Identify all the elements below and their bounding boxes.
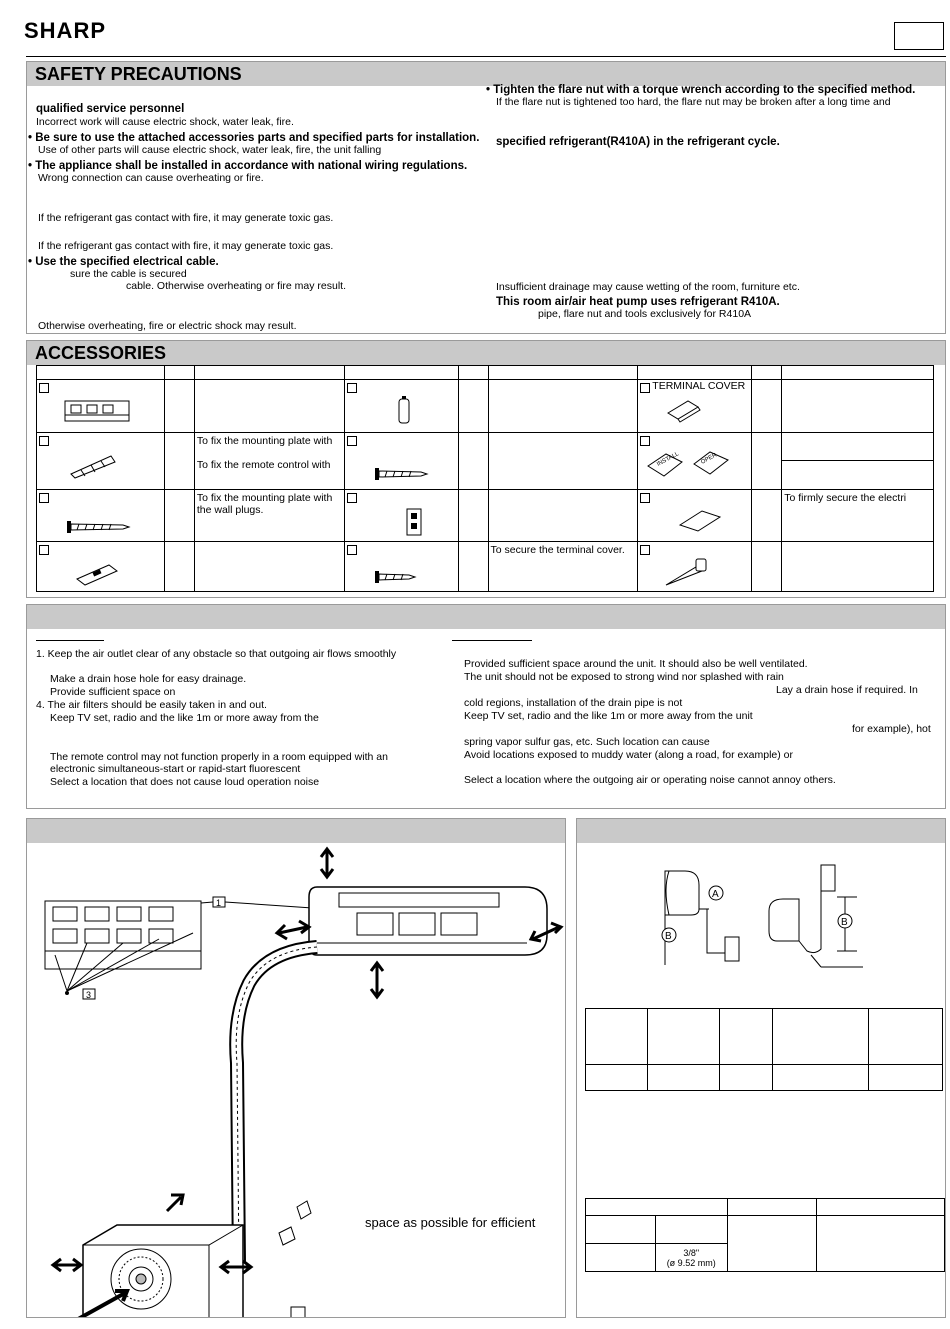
acc-remote-screw — [344, 433, 458, 490]
indoor-unit-drawing — [309, 887, 547, 955]
page-number-box — [894, 22, 944, 50]
fix-remote-text: To fix the remote control with — [196, 459, 331, 471]
loc-right-1: The unit should not be exposed to strong wind nor splashed with rain — [464, 671, 784, 683]
safety-left-7: If the refrigerant gas contact with fire, it may generate toxic gas. — [38, 240, 334, 252]
acc-terminal-screw — [344, 542, 458, 592]
location-header-bar — [27, 605, 945, 629]
loc-right-3: cold regions, installation of the drain pipe is not — [464, 697, 683, 709]
loc-right-5: for example), hot — [852, 723, 931, 735]
diagram-header-bar — [27, 819, 565, 843]
safety-left-2: • Be sure to use the attached accessories parts and specified parts for installation. — [28, 132, 480, 144]
loc-right-7: Avoid locations exposed to muddy water (along a road, for example) or — [464, 749, 793, 761]
safety-title: SAFETY PRECAUTIONS — [27, 62, 945, 86]
brand-logo: SHARP — [24, 18, 107, 43]
acc-checkbox — [347, 545, 357, 555]
acc-checkbox — [39, 545, 49, 555]
acc-manuals — [638, 433, 752, 490]
piping-table-2 — [585, 1198, 945, 1272]
label-b-right: B — [841, 917, 848, 928]
secure-terminal-text: To secure the terminal cover. — [488, 542, 638, 592]
acc-checkbox — [640, 545, 650, 555]
outdoor-top-arrow-icon — [167, 1195, 183, 1211]
short-screw-icon — [373, 567, 423, 587]
acc-drain-elbow — [638, 542, 752, 592]
callout-3: 3 — [86, 990, 92, 1000]
safety-right-4: This room air/air heat pump uses refrigerant R410A. — [496, 296, 780, 308]
screw-icon — [373, 464, 433, 484]
location-right-underline — [452, 640, 532, 641]
fix-plate-text: To fix the mounting plate with — [196, 435, 333, 447]
acc-checkbox — [39, 493, 49, 503]
down-arrow-icon — [371, 963, 383, 997]
piping-header-bar — [577, 819, 945, 843]
loc-left-4: Keep TV set, radio and the like 1m or more away from the — [50, 712, 319, 724]
safety-left-3: Use of other parts will cause electric shock, water leak, fire, the unit falling — [38, 144, 382, 156]
acc-checkbox — [640, 383, 650, 393]
piping-diagram — [577, 843, 945, 983]
clamp-part — [297, 1201, 311, 1219]
long-screw-icon — [65, 517, 137, 537]
label-a: A — [712, 889, 719, 900]
acc-battery — [344, 380, 458, 433]
acc-mounting-screw — [37, 490, 165, 542]
loc-left-5: The remote control may not function properly in a room equipped with an — [50, 751, 388, 763]
safety-left-5: Wrong connection can cause overheating or fire. — [38, 172, 264, 184]
acc-fastening-band — [638, 490, 752, 542]
acc-terminal-cover — [638, 380, 752, 433]
terminal-cover-icon — [664, 395, 704, 423]
mounting-plate-drawing — [45, 901, 201, 995]
acc-remote-holder — [344, 490, 458, 542]
loc-right-2: Lay a drain hose if required. In — [776, 684, 918, 696]
header-rule — [26, 56, 946, 57]
accessories-table — [36, 365, 934, 592]
manuals-icon — [644, 448, 734, 478]
loc-right-8: Select a location where the outgoing air or operating noise cannot annoy others. — [464, 774, 836, 786]
battery-icon — [395, 393, 415, 427]
firmly-secure-text: To firmly secure the electri — [782, 490, 934, 542]
acc-wall-plug — [37, 433, 165, 490]
safety-left-4: • The appliance shall be installed in accordance with national wiring regulations. — [28, 160, 468, 172]
space-note: space as possible for efficient — [365, 1215, 536, 1230]
safety-left-10: cable. Otherwise overheating or fire may result. — [126, 280, 347, 292]
wall-plugs-text: the wall plugs. — [196, 504, 264, 516]
acc-remote-control — [37, 542, 165, 592]
band-icon — [676, 505, 726, 535]
drain-elbow-icon — [662, 555, 712, 589]
bracket-part — [279, 1227, 295, 1245]
remote-holder-icon — [403, 505, 427, 539]
safety-left-11: Otherwise overheating, fire or electric shock may result. — [38, 320, 297, 332]
safety-right-3: Insufficient drainage may cause wetting of the room, furniture etc. — [496, 281, 800, 293]
safety-right-5: pipe, flare nut and tools exclusively for R410A — [538, 308, 752, 320]
accessories-title: ACCESSORIES — [27, 341, 945, 365]
acc-checkbox — [640, 493, 650, 503]
manual-label-1: INSTALL — [656, 451, 681, 468]
safety-left-6: If the refrigerant gas contact with fire, it may generate toxic gas. — [38, 212, 334, 224]
loc-left-1: Make a drain hose hole for easy drainage. — [50, 673, 247, 685]
safety-right-2: specified refrigerant(R410A) in the refrigerant cycle. — [496, 136, 780, 148]
fix-plate-text-2: To fix the mounting plate with — [196, 492, 333, 504]
mounting-plate-icon — [63, 395, 133, 427]
drain-hose-part — [291, 1307, 305, 1317]
safety-right-0: • Tighten the flare nut with a torque wrench according to the specified method. — [486, 84, 916, 96]
loc-left-6: electronic simultaneous-start or rapid-start fluorescent — [50, 763, 301, 775]
acc-checkbox — [640, 436, 650, 446]
loc-left-2: Provide sufficient space on — [50, 686, 176, 698]
loc-left-7: Select a location that does not cause loud operation noise — [50, 776, 320, 788]
safety-left-9: sure the cable is secured — [70, 268, 187, 280]
installation-diagram — [27, 843, 565, 1317]
acc-checkbox — [347, 383, 357, 393]
safety-left-0: qualified service personnel — [36, 103, 185, 115]
terminal-cover-label: TERMINAL COVER — [652, 380, 746, 392]
safety-left-8: • Use the specified electrical cable. — [28, 256, 219, 268]
loc-left-0: 1. Keep the air outlet clear of any obstacle so that outgoing air flows smoothly — [36, 648, 397, 660]
label-b-left: B — [665, 931, 672, 942]
safety-left-1: Incorrect work will cause electric shock, water leak, fire. — [36, 116, 294, 128]
piping-table-1 — [585, 1008, 943, 1091]
wall-plug-icon — [67, 450, 127, 480]
loc-left-3: 4. The air filters should be easily taken in and out. — [36, 699, 267, 711]
remote-control-icon — [73, 561, 133, 587]
callout-1: 1 — [216, 898, 222, 908]
acc-checkbox — [39, 436, 49, 446]
acc-checkbox — [347, 436, 357, 446]
safety-right-1: If the flare nut is tightened too hard, the flare nut may be broken after a long time and — [496, 96, 891, 108]
loc-right-6: spring vapor sulfur gas, etc. Such location can cause — [464, 736, 710, 748]
up-down-arrow-icon — [321, 849, 333, 877]
loc-right-4: Keep TV set, radio and the like 1m or more away from the unit — [464, 710, 753, 722]
loc-right-0: Provided sufficient space around the unit. It should also be well ventilated. — [464, 658, 808, 670]
side-arrow-icon — [277, 921, 309, 939]
outdoor-side-arrow-icon — [53, 1259, 81, 1271]
acc-checkbox — [39, 383, 49, 393]
piping-case-b — [769, 865, 863, 967]
manual-label-2: OPER — [700, 452, 719, 466]
pipe-size-mm: (ø 9.52 mm) — [666, 1257, 716, 1268]
acc-checkbox — [347, 493, 357, 503]
location-left-underline — [36, 640, 104, 641]
pipe-size: 3/8" — [683, 1247, 700, 1258]
acc-mounting-plate — [37, 380, 165, 433]
piping-case-a — [662, 871, 739, 965]
